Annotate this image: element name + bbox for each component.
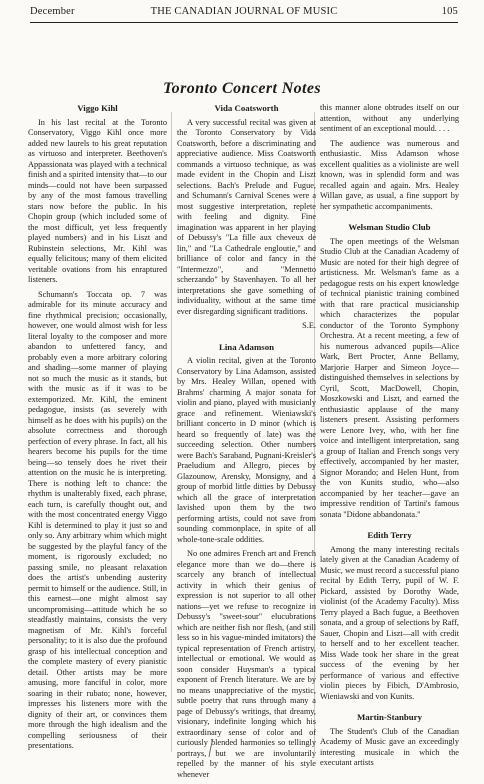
text-column-3	[320, 103, 459, 773]
text-column-1	[28, 103, 167, 756]
header-rule	[30, 22, 458, 23]
section-heading: Edith Terry	[367, 530, 412, 540]
pencil-mark	[208, 738, 216, 758]
body-paragraph: A very successful recital was given at the Toronto Conservatory by Vida Coatsworth, before a discriminating and appreciative audience. Miss Coatsworth commands a virtuoso technique, as was made evident in the Chopin and Liszt selections. Bach's Prelude and Fugue, and Schumann's Carnival Scenes were a most suggestive interpretation, replete with feeling and dignity. Fine imagination was apparent in her playing of Debussy's "La fille aux cheveux de lin," and "La Cathedrale engloutie," and brilliance of color and fancy in the "Intermezzo", and "Mennetto scherzando" by Stavenhayen. To all her interpretations she gave something of individuality, without at the same time ever disregarding significant traditions.	[177, 117, 316, 316]
section-heading: Vida Coatsworth	[214, 103, 279, 113]
body-paragraph: Schumann's Toccata op. 7 was admirable for its minute accuracy and fine rhythmical precision; occasionally, however, one would almost wish for less literal loyalty to the composer and more abandon to unfettered fancy, and probably even a more arbitrary coloring and shading—some manner of playing not so much the music as it stands, but with the music as if it was to be extemporized. Mr. Kihl, the eminent pedagogue, insists (as severely with himself as he does with his pupils) on the absolute correctness and thorough perfection of every phrase. In fact, all his hearers become his pupils for the time being—so tensely does he rivet their attention on the music he is interpreting. There is nothing left to chance: the rhythm is unalterably fixed, each phrase, each turn, is carefully thought out, and with the most concentrated energy Viggo Kihl is determined to play it just so and only so. Any arbitrary whim which might be suggested by the playful fancy of the moment, is rigorously excluded; no passing smile, no pleasant relaxation does the artist's unbending austerity permit to himself or the audience. Still, in this earnest—one might almost say uncompromising—attitude which he so steadfastly maintains, consists the very magnetism of Mr. Kihl's forceful personality; to it is also due the profound grasp of his intellectual conception and the complete mastery of every pianistic detail. Other artists may be more amusing, more fanciful in color, more soaring in their rubato; none, however, impresses his listeners more with the dignity of their art, or convinces them more through the high idealism and the compelling seriousness of their presentations.	[28, 289, 167, 750]
header-page-number: 105	[441, 6, 458, 17]
body-paragraph: The audience was numerous and enthusiastic. Miss Adamson whose excellent qualities as a violiniste are well known, was in splendid form and was recalled again and again. Mrs. Healey Willan gave, as usual, a fine support by her sympathetic accompaniments.	[320, 138, 459, 211]
body-paragraph: A violin recital, given at the Toronto Conservatory by Lina Adamson, assisted by Mrs. Healey Willan, opened with Brahms' charming A major sonata for violin and piano, played with musicianly grace and refinement. Wieniawski's brilliant concerto in D minor (which is heard so frequently of late) was the succeeding selection. Other numbers were Bach's Saraband, Pugnani-Kreisler's Praeludium and Allegro, pieces by Glazounow, Arensky, Monsigny, and a group of morbid little ditties by Debussy which all the grace of interpretation lavished upon them by the two performing artists, could not save from sounding commonplace, in spite of all whole-tone-scale oddities.	[177, 356, 316, 544]
section-heading: Viggo Kihl	[77, 103, 118, 113]
body-paragraph: The Student's Club of the Canadian Academy of Music gave an exceedingly interesting musicale in which the executant artists	[320, 726, 459, 767]
article-title: Toronto Concert Notes	[162, 80, 322, 97]
body-paragraph: In his last recital at the Toronto Conservatory, Viggo Kihl once more added new laurels to his great reputation as virtuoso and interpreter. Beethoven's Appassionata was played with a technical finish and a spirited intensity that—to our minds—could not have been surpassed by any of the most famous travelling stars now before the public. In his Chopin group (which included some of the most difficult, yet less frequently played numbers) and in his Liszt and Rubinstein selections, Mr. Kihl was equally felicitous; many of them elicited veritable ovations from his enraptured listeners.	[28, 117, 167, 284]
header-journal-title: THE CANADIAN JOURNAL OF MUSIC	[150, 6, 338, 17]
column-divider	[171, 112, 172, 752]
text-column-2	[177, 103, 316, 784]
running-header	[30, 6, 458, 20]
body-paragraph: this manner alone obtrudes itself on our attention, without any underlying sentiment of an exceptional mould. . . .	[320, 103, 459, 133]
author-initials: S.E.	[302, 321, 316, 330]
section-heading: Lina Adamson	[218, 341, 274, 352]
header-month: December	[30, 6, 75, 17]
section-heading: Martin-Stanbury	[356, 712, 422, 722]
body-paragraph: The open meetings of the Welsman Studio Club at the Canadian Academy of Music are noted for their high degree of artisticness. Mr. Welsman's fame as a pedagogue rests on his expert knowledge of technical pianistic training combined with that rare practical musicianship which characterizes the popular conductor of the Toronto Symphony Orchestra. At a recent meeting, a few of his numerous advanced pupils—Alice Wark, Bert Procter, Anne Bellamy, Marjorie Harper and Simeon Joyce—distinguished themselves in selections by Cyril, Scott, MacDowell, Chopin, Moszkowski and Liszt, and earned the enthusiastic applause of the many listeners present. Assisting performers were Lenore Ivey, who, with her fine voice and intelligent interpretation, sang a group of Italian and French songs very effectively, accompanied by her master, Signor Morando; and Helen Hunt, from the von Kunits studio, who—also accompanied by her teacher—gave an impressive rendition of Tartini's famous sonata "Didone abbandonata."	[320, 236, 459, 519]
section-heading: Welsman Studio Club	[348, 222, 431, 232]
body-paragraph: Among the many interesting recitals lately given at the Canadian Academy of Music, we must record a successful piano recital by Edith Terry, pupil of W. F. Pickard, assisted by Dorothy Wade, violinist (of the Academy Faculty). Miss Terry played a Bach fugue, a Beethoven sonata, and a group of selections by Raff, Sauer, Chopin and Liszt—all with credit to herself and to her excellent teacher. Miss Wade took her share in the great success of the evening by her performance of various and effective violin pieces by Fibich, D'Ambrosio, Wieniawski and von Kunits.	[320, 544, 459, 701]
body-paragraph: No one admires French art and French elegance more than we do—there is scarcely any branch of intellectual activity in which their genius of expression is not superior to all other nations—yet we refuse to recognize in Debussy's "sweet-sour" elucubrations which are neither fish nor flesh, (and still less so in his vague-minded imitators) the typical representation of French artistry, intellectual or emotional. We would as soon consider Huysman's a typical exponent of French literature. We are by no means unappreciative of the mystic, subtle poetry that runs through many a page of Debussy's writings, that dreamy, visionary, indefinite longing which his extraordinary sense of color and of curiously blended harmonies so tellingly portrays, but we are involuntarily repelled by the manner of his style whenever	[177, 549, 316, 779]
